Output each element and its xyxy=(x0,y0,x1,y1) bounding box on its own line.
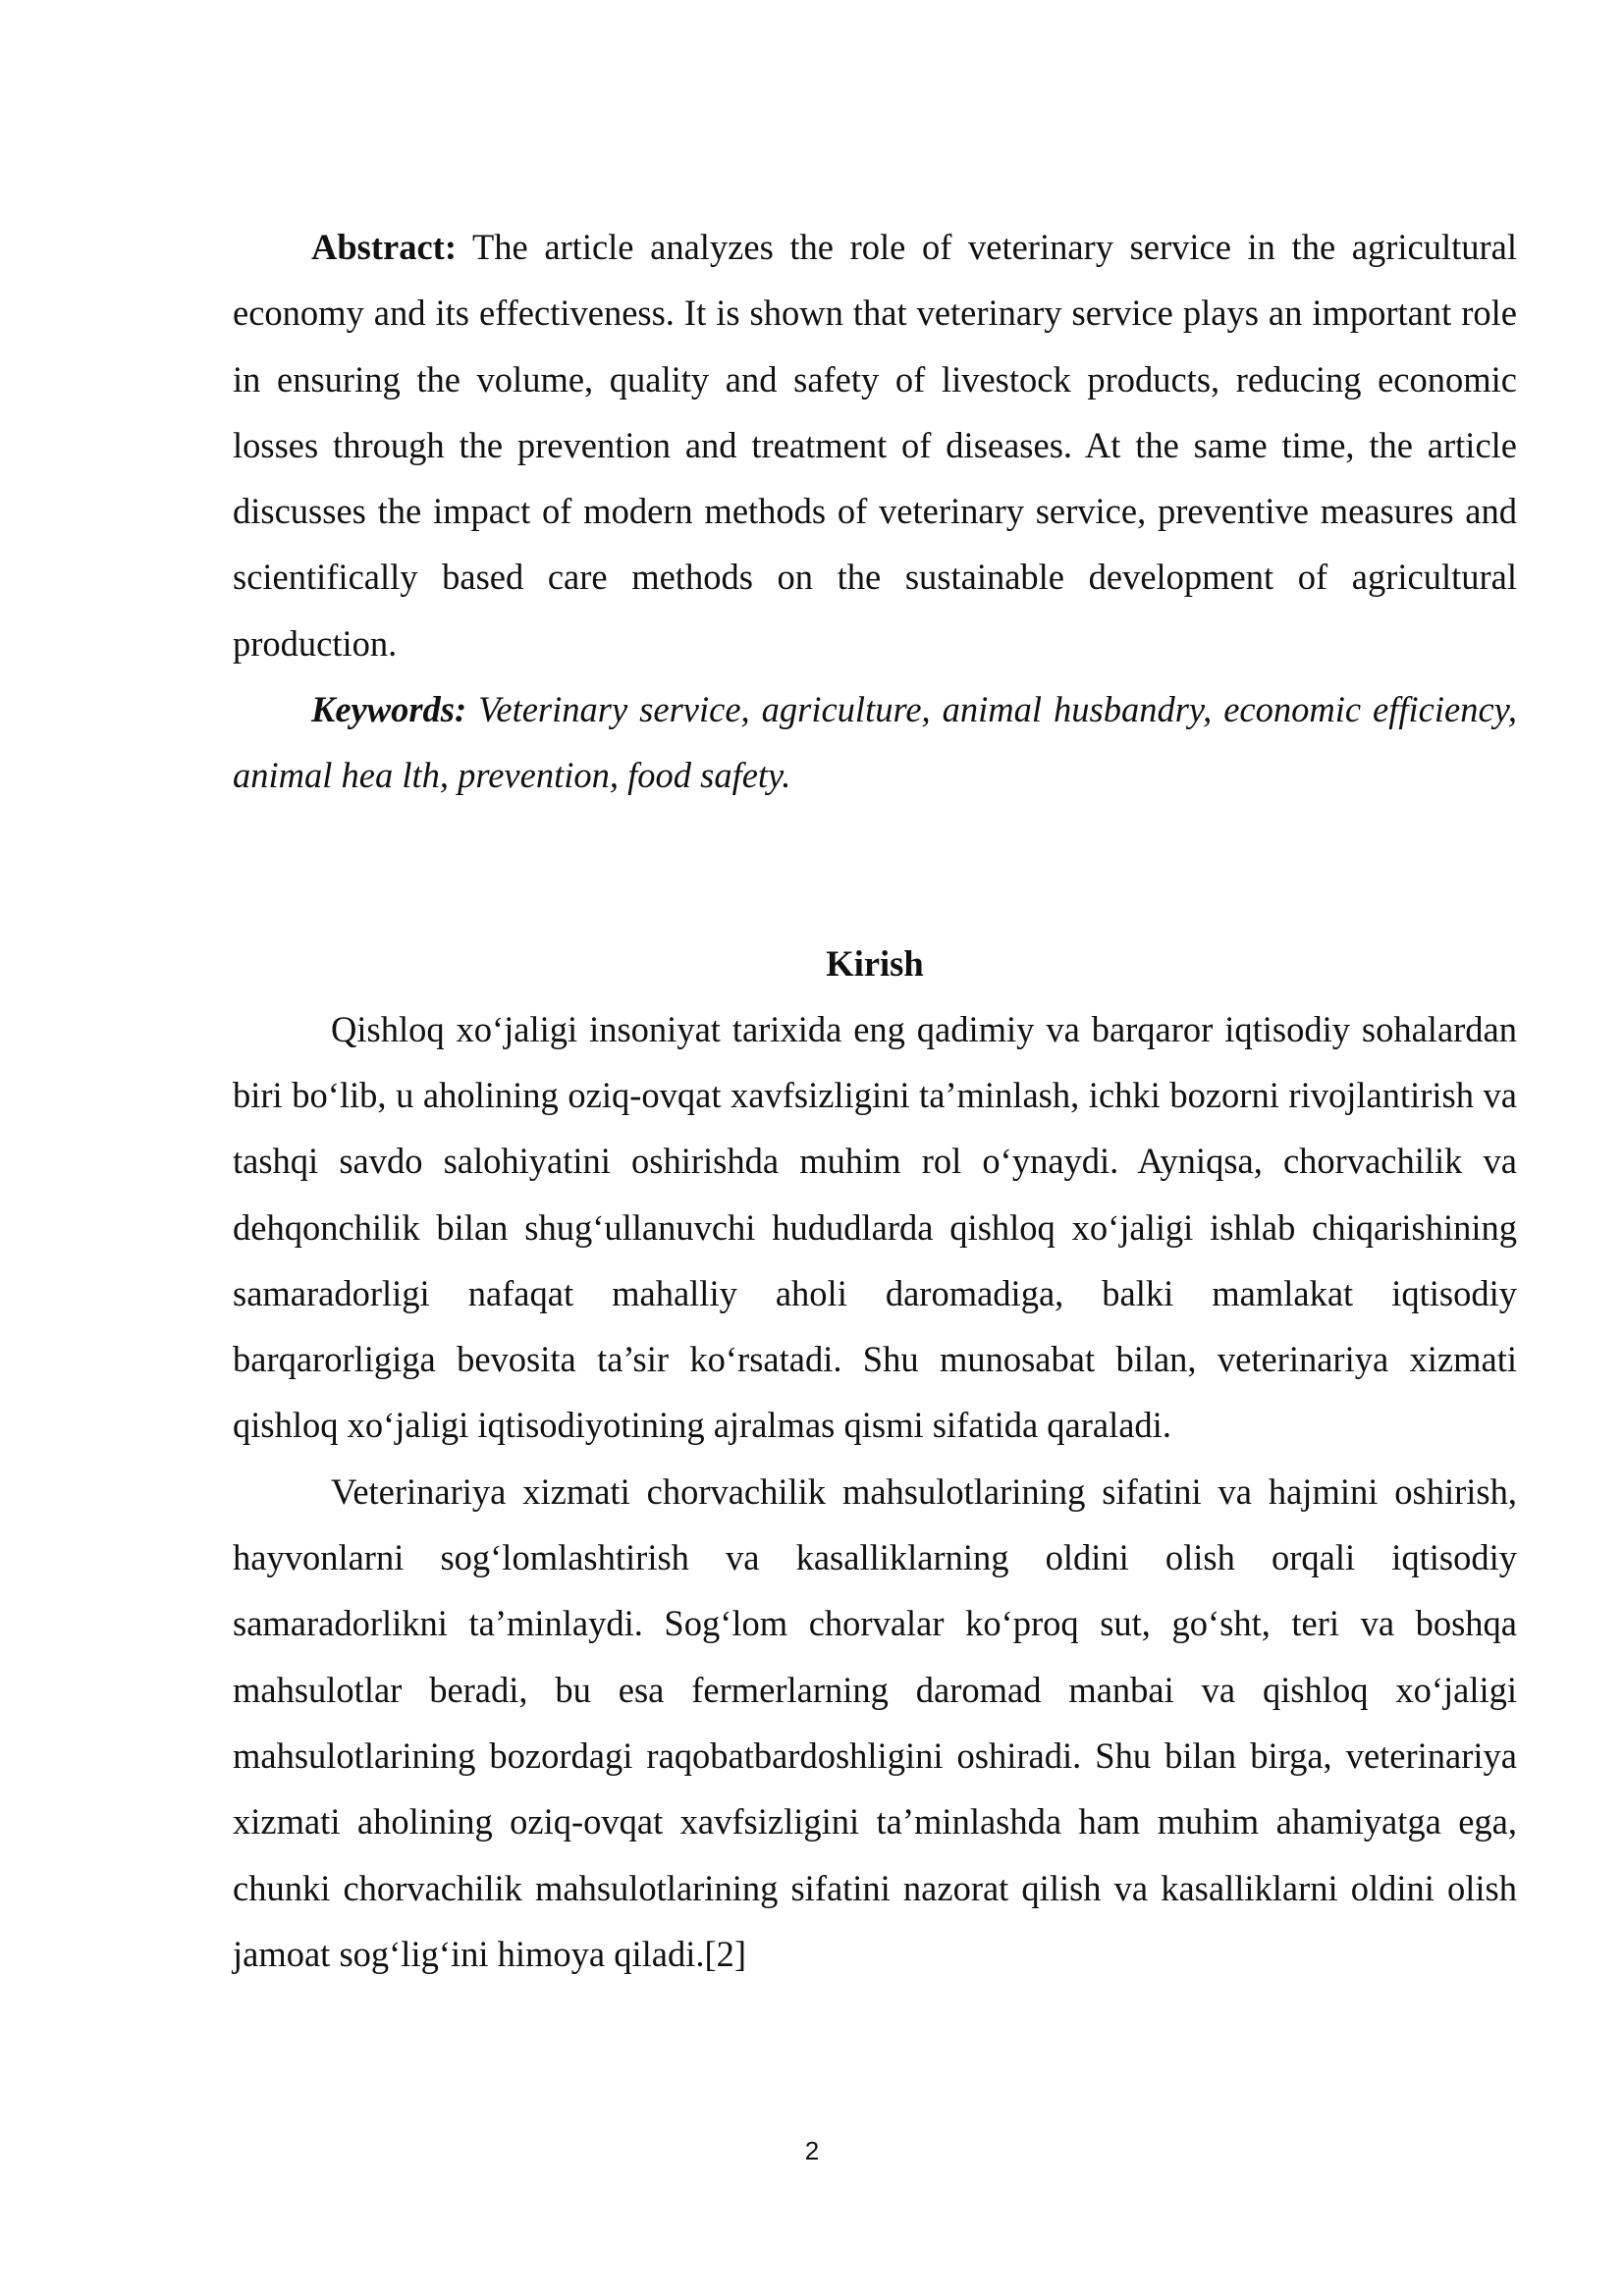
abstract-paragraph xyxy=(233,214,1517,676)
keywords-label: Keywords: xyxy=(311,689,467,730)
section-heading: Kirish xyxy=(826,942,924,984)
keywords-text: Veterinary service, agriculture, animal husbandry, economic efficiency, animal hea lth, prevention, food safety. xyxy=(233,689,1517,796)
document-page xyxy=(233,214,1517,1987)
abstract-label: Abstract: xyxy=(311,227,457,267)
body-paragraph-2: Veterinariya xizmati chorvachilik mahsulotlarining sifatini va hajmini oshirish, hayvonlarni sog‘lomlashtirish va kasalliklarning oldini olish orqali iqtisodiy samaradorlikni ta’minlaydi. Sog‘lom chorvalar ko‘proq sut, go‘sht, teri va boshqa mahsulotlar beradi, bu esa fermerlarning daromad manbai va qishloq xo‘jaligi mahsulotlarining bozordagi raqobatbardoshligini oshiradi. Shu bilan birga, veterinariya xizmati aholining oziq-ovqat xavfsizligini ta’minlashda ham muhim ahamiyatga ega, chunki chorvachilik mahsulotlarining sifatini nazorat qilish va kasalliklarni oldini olish jamoat sog‘lig‘ini himoya qiladi.[2] xyxy=(233,1470,1517,1974)
abstract-text: The article analyzes the role of veterinary service in the agricultural economy and its effectiveness. It is shown that veterinary service plays an important role in ensuring the volume, quality and safety of livestock products, reducing economic losses through the prevention and treatment of diseases. At the same time, the article discusses the impact of modern methods of veterinary service, preventive measures and scientifically based care methods on the sustainable development of agricultural production. xyxy=(233,227,1517,664)
keywords-paragraph xyxy=(233,676,1517,809)
body-paragraph-1: Qishloq xo‘jaligi insoniyat tarixida eng qadimiy va barqaror iqtisodiy sohalardan biri bo‘lib, u aholining oziq-ovqat xavfsizligini ta’minlash, ichki bozorni rivojlantirish va tashqi savdo salohiyatini oshirishda muhim rol o‘ynaydi. Ayniqsa, chorvachilik va dehqonchilik bilan shug‘ullanuvchi hududlarda qishloq xo‘jaligi ishlab chiqarishining samaradorligi nafaqat mahalliy aholi daromadiga, balki mamlakat iqtisodiy barqarorligiga bevosita ta’sir ko‘rsatadi. Shu munosabat bilan, veterinariya xizmati qishloq xo‘jaligi iqtisodiyotining ajralmas qismi sifatida qaraladi. xyxy=(233,1008,1517,1446)
page-number: 2 xyxy=(804,2136,820,2165)
